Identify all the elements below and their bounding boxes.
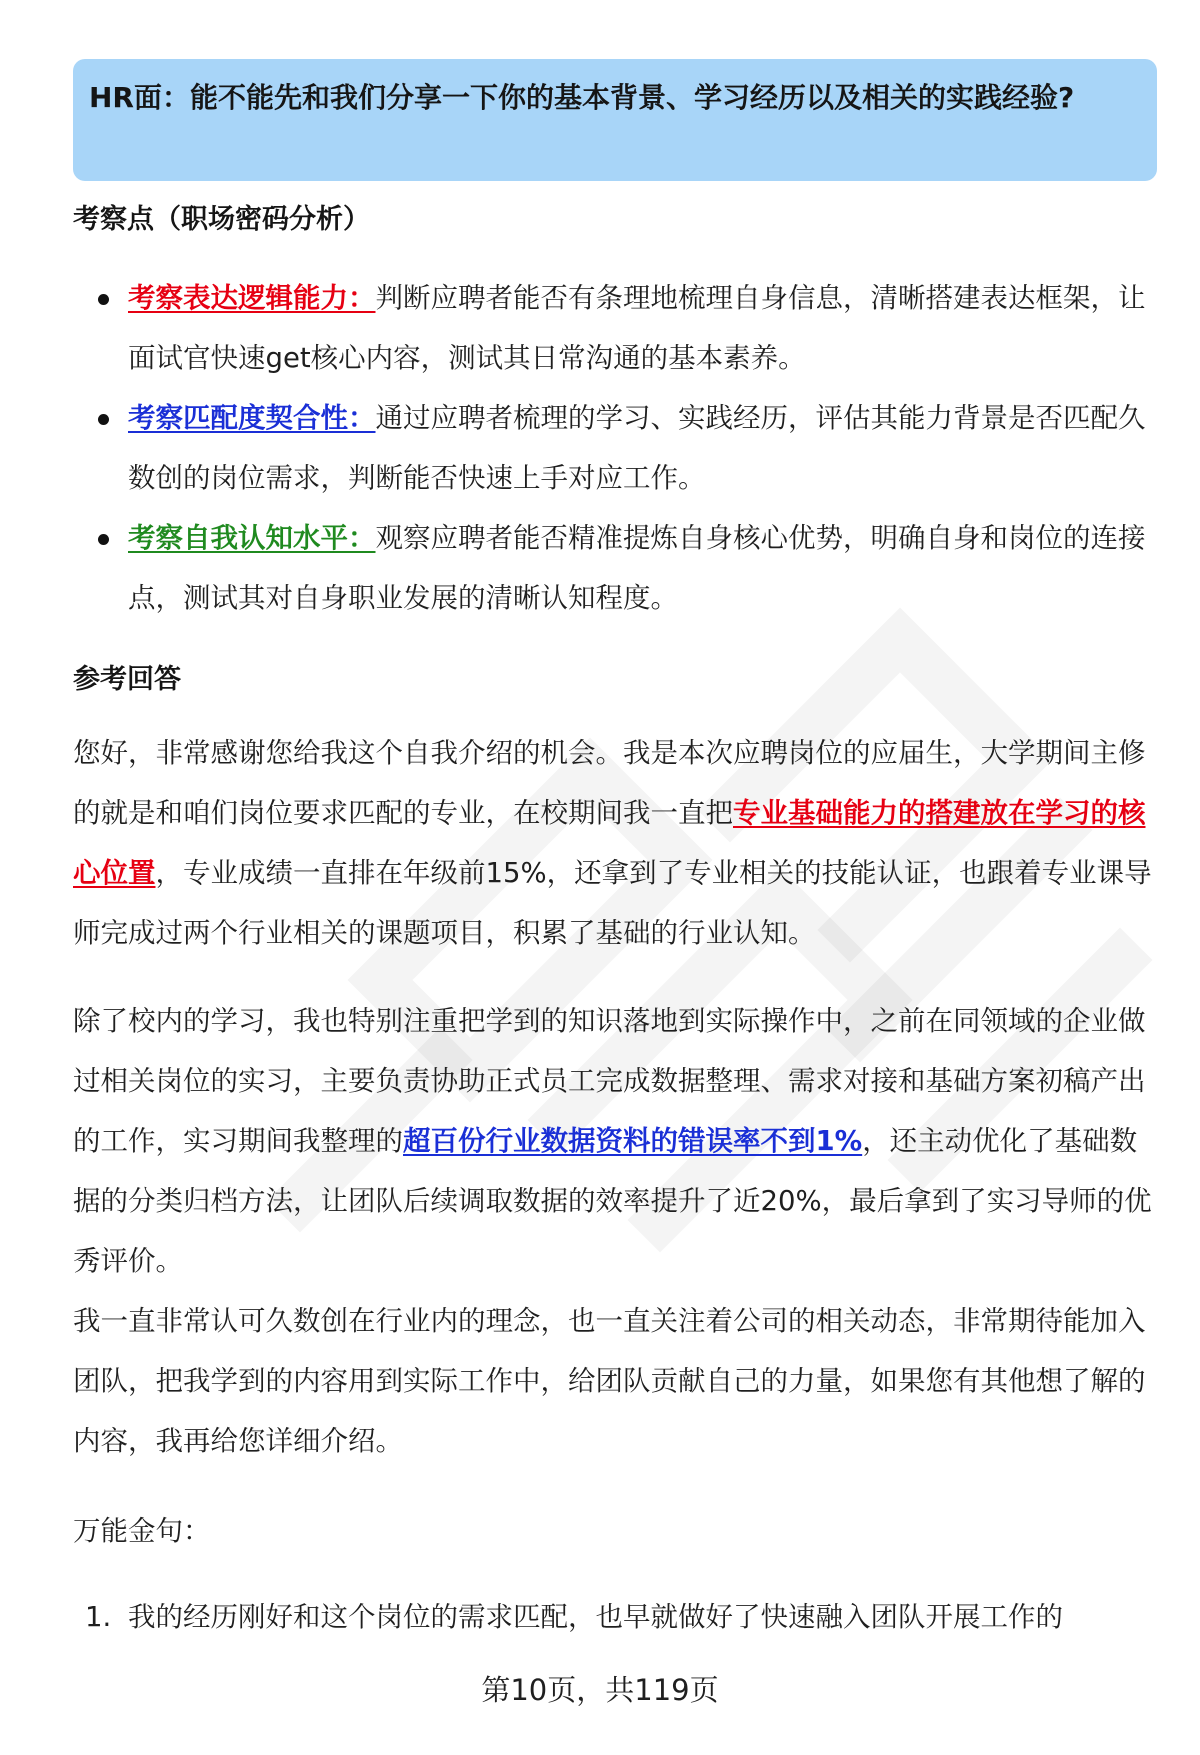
- bullet-text: 判断应聘者能否有条理地梳理自身信息，清晰搭建表达框架，让面试官快速get核心内容，测试其日常沟通的基本素养。: [128, 282, 1146, 374]
- bullet-dot-icon: [98, 414, 109, 425]
- list-item: [73, 388, 1163, 508]
- bullet-keyword: 考察匹配度契合性：: [128, 402, 376, 434]
- highlight-text: 超百份行业数据资料的错误率不到1%: [403, 1125, 863, 1157]
- analysis-title: 考察点（职场密码分析）: [73, 204, 370, 235]
- answer-paragraph-3: 我一直非常认可久数创在行业内的理念，也一直关注着公司的相关动态，非常期待能加入团队，把我学到的内容用到实际工作中，给团队贡献自己的力量，如果您有其他想了解的内容，我再给您详细介绍。: [73, 1305, 1146, 1457]
- bullet-text: 观察应聘者能否精准提炼自身核心优势，明确自身和岗位的连接点，测试其对自身职业发展的清晰认知程度。: [128, 522, 1146, 614]
- paragraph-text: ，还主动优化了基础数据的分类归档方法，让团队后续调取数据的效率提升了近20%，最后拿到了实习导师的优秀评价。: [73, 1125, 1152, 1277]
- golden-list: [73, 1587, 1163, 1647]
- paragraph-text: 除了校内的学习，我也特别注重把学到的知识落地到实际操作中，之前在同领域的企业做过相关岗位的实习，主要负责协助正式员工完成数据整理、需求对接和基础方案初稿产出的工作，实习期间我整理的: [73, 1005, 1146, 1157]
- question-text: HR面：能不能先和我们分享一下你的基本背景、学习经历以及相关的实践经验?: [89, 81, 1075, 114]
- list-item: [73, 268, 1163, 388]
- list-item: [73, 508, 1163, 628]
- item-text: 我的经历刚好和这个岗位的需求匹配，也早就做好了快速融入团队开展工作的: [128, 1601, 1063, 1633]
- paragraph-text: ，专业成绩一直排在年级前15%，还拿到了专业相关的技能认证，也跟着专业课导师完成过两个行业相关的课题项目，积累了基础的行业认知。: [73, 857, 1152, 949]
- bullet-dot-icon: [98, 534, 109, 545]
- answer-paragraph-2: [73, 991, 1163, 1291]
- page-number: 第10页，共119页: [481, 1673, 719, 1707]
- paragraph-text: 您好，非常感谢您给我这个自我介绍的机会。我是本次应聘岗位的应届生，大学期间主修的就是和咱们岗位要求匹配的专业，在校期间我一直把: [73, 737, 1146, 829]
- bullet-text: 通过应聘者梳理的学习、实践经历，评估其能力背景是否匹配久数创的岗位需求，判断能否快速上手对应工作。: [128, 402, 1146, 494]
- list-item: [73, 1587, 1163, 1647]
- golden-title: 万能金句：: [73, 1515, 211, 1547]
- question-box: [73, 59, 1157, 181]
- item-number: 1.: [85, 1601, 112, 1633]
- answer-paragraph-1: [73, 723, 1163, 963]
- answer-title: 参考回答: [73, 664, 181, 695]
- highlight-text: 专业基础能力的搭建放在学习的核心位置: [73, 797, 1146, 889]
- bullet-keyword: 考察表达逻辑能力：: [128, 282, 376, 314]
- analysis-list: [73, 268, 1163, 628]
- bullet-keyword: 考察自我认知水平：: [128, 522, 376, 554]
- bullet-dot-icon: [98, 294, 109, 305]
